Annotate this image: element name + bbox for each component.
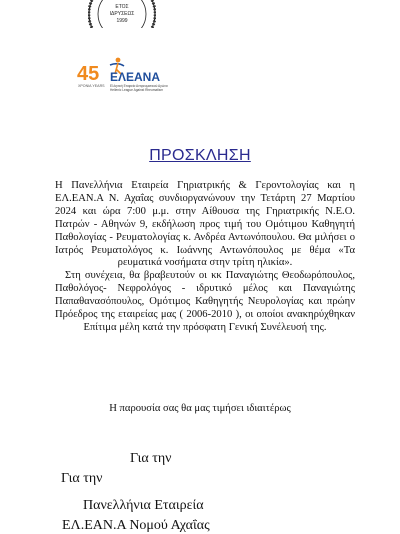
seal-year: 1999 xyxy=(116,18,128,24)
paragraph-2-line: μέλος και Παναγιώτης Παπαθανασόπουλος, Ομότιμος xyxy=(55,283,355,308)
closing-line: Η παρουσία σας θα μας τιμήσει ιδιαιτέρως xyxy=(109,403,291,414)
paragraph-2-line: Θεοδωρόπουλος, Παθολόγος- Νεφρολόγος - ιδρυτικό xyxy=(55,270,355,295)
paragraph-2-line: Καθηγητής Νευρολογίας και πρώην Πρόεδρος της xyxy=(55,296,355,321)
seal-line1: ΕΤΟΣ xyxy=(115,4,129,10)
paragraph-1-line: Αίθουσα της Γηριατρικής Ν.Ε.Ο. Πατρών - Αθηνών 9, xyxy=(55,205,355,230)
paragraph-2-line: εταιρείας μας ( 2006-2010 ), οι οποίοι ανακηρύχθηκαν xyxy=(118,309,356,321)
society-seal xyxy=(88,0,156,28)
eleana-logo xyxy=(77,56,187,100)
signature-line-3: Πανελλήνια Εταιρεία xyxy=(83,498,204,513)
paragraph-2-line: Επίτιμα μέλη κατά την πρόσφατη Γενική Συνέλευσή της. xyxy=(83,321,327,333)
tagline-greek: Ελληνική Εταιρεία Αντιρευματικού Αγώνα xyxy=(110,84,168,88)
anniversary-caption: ΧΡΟΝΙΑ YEARS xyxy=(78,84,105,88)
paragraph-1-line: και η ΕΛ.ΕΑΝ.Α Ν. Αχαΐας συνδιοργανώνουν την xyxy=(55,180,355,204)
paragraph-1 xyxy=(55,180,355,270)
paragraph-1-line: Τετάρτη 27 Μαρτίου 2024 και ώρα 7:00 μ.μ. στην xyxy=(55,192,355,217)
paragraph-2 xyxy=(55,270,355,335)
invitation-body xyxy=(55,180,355,335)
seal-line2: ΙΔΡΥΣΕΩΣ xyxy=(109,11,135,17)
paragraph-1-line: εκδήλωση προς τιμή του Ομότιμου Καθηγητή xyxy=(151,218,355,230)
tagline-english: Hellenic League Against Rheumatism xyxy=(110,88,163,92)
paragraph-1-line: Θα μιλήσει ο Ιατρός Ρευματολόγος κ. Ιωάννης xyxy=(55,231,356,256)
paragraph-2-line: Στη συνέχεια, θα βραβευτούν οι κκ Παναγιώτης xyxy=(65,270,282,282)
paragraph-1-line: τρίτη ηλικία». xyxy=(232,257,293,269)
paragraph-1-line: Παθολογίας - Ρευματολογίας κ. Ανδρέα Αντωνόπουλου. xyxy=(55,231,299,243)
paragraph-1-line: Η Πανελλήνια Εταιρεία Γηριατρικής & Γεροντολογίας xyxy=(55,180,328,191)
document-title: ΠΡΟΣΚΛΗΣΗ xyxy=(149,147,251,164)
signature-line-1: Για την xyxy=(130,451,172,466)
paragraph-1-line: Αντωνόπουλος με θέμα «Τα ρευματικά νοσήματα στην xyxy=(117,244,356,269)
brand-name: ΕΛΕΑΝΑ xyxy=(110,70,161,84)
anniversary-number: 45 xyxy=(77,63,100,85)
signature-line-2: Για την xyxy=(61,471,103,486)
signature-line-4: ΕΛ.ΕΑΝ.Α Νομού Αχαΐας xyxy=(62,518,210,533)
